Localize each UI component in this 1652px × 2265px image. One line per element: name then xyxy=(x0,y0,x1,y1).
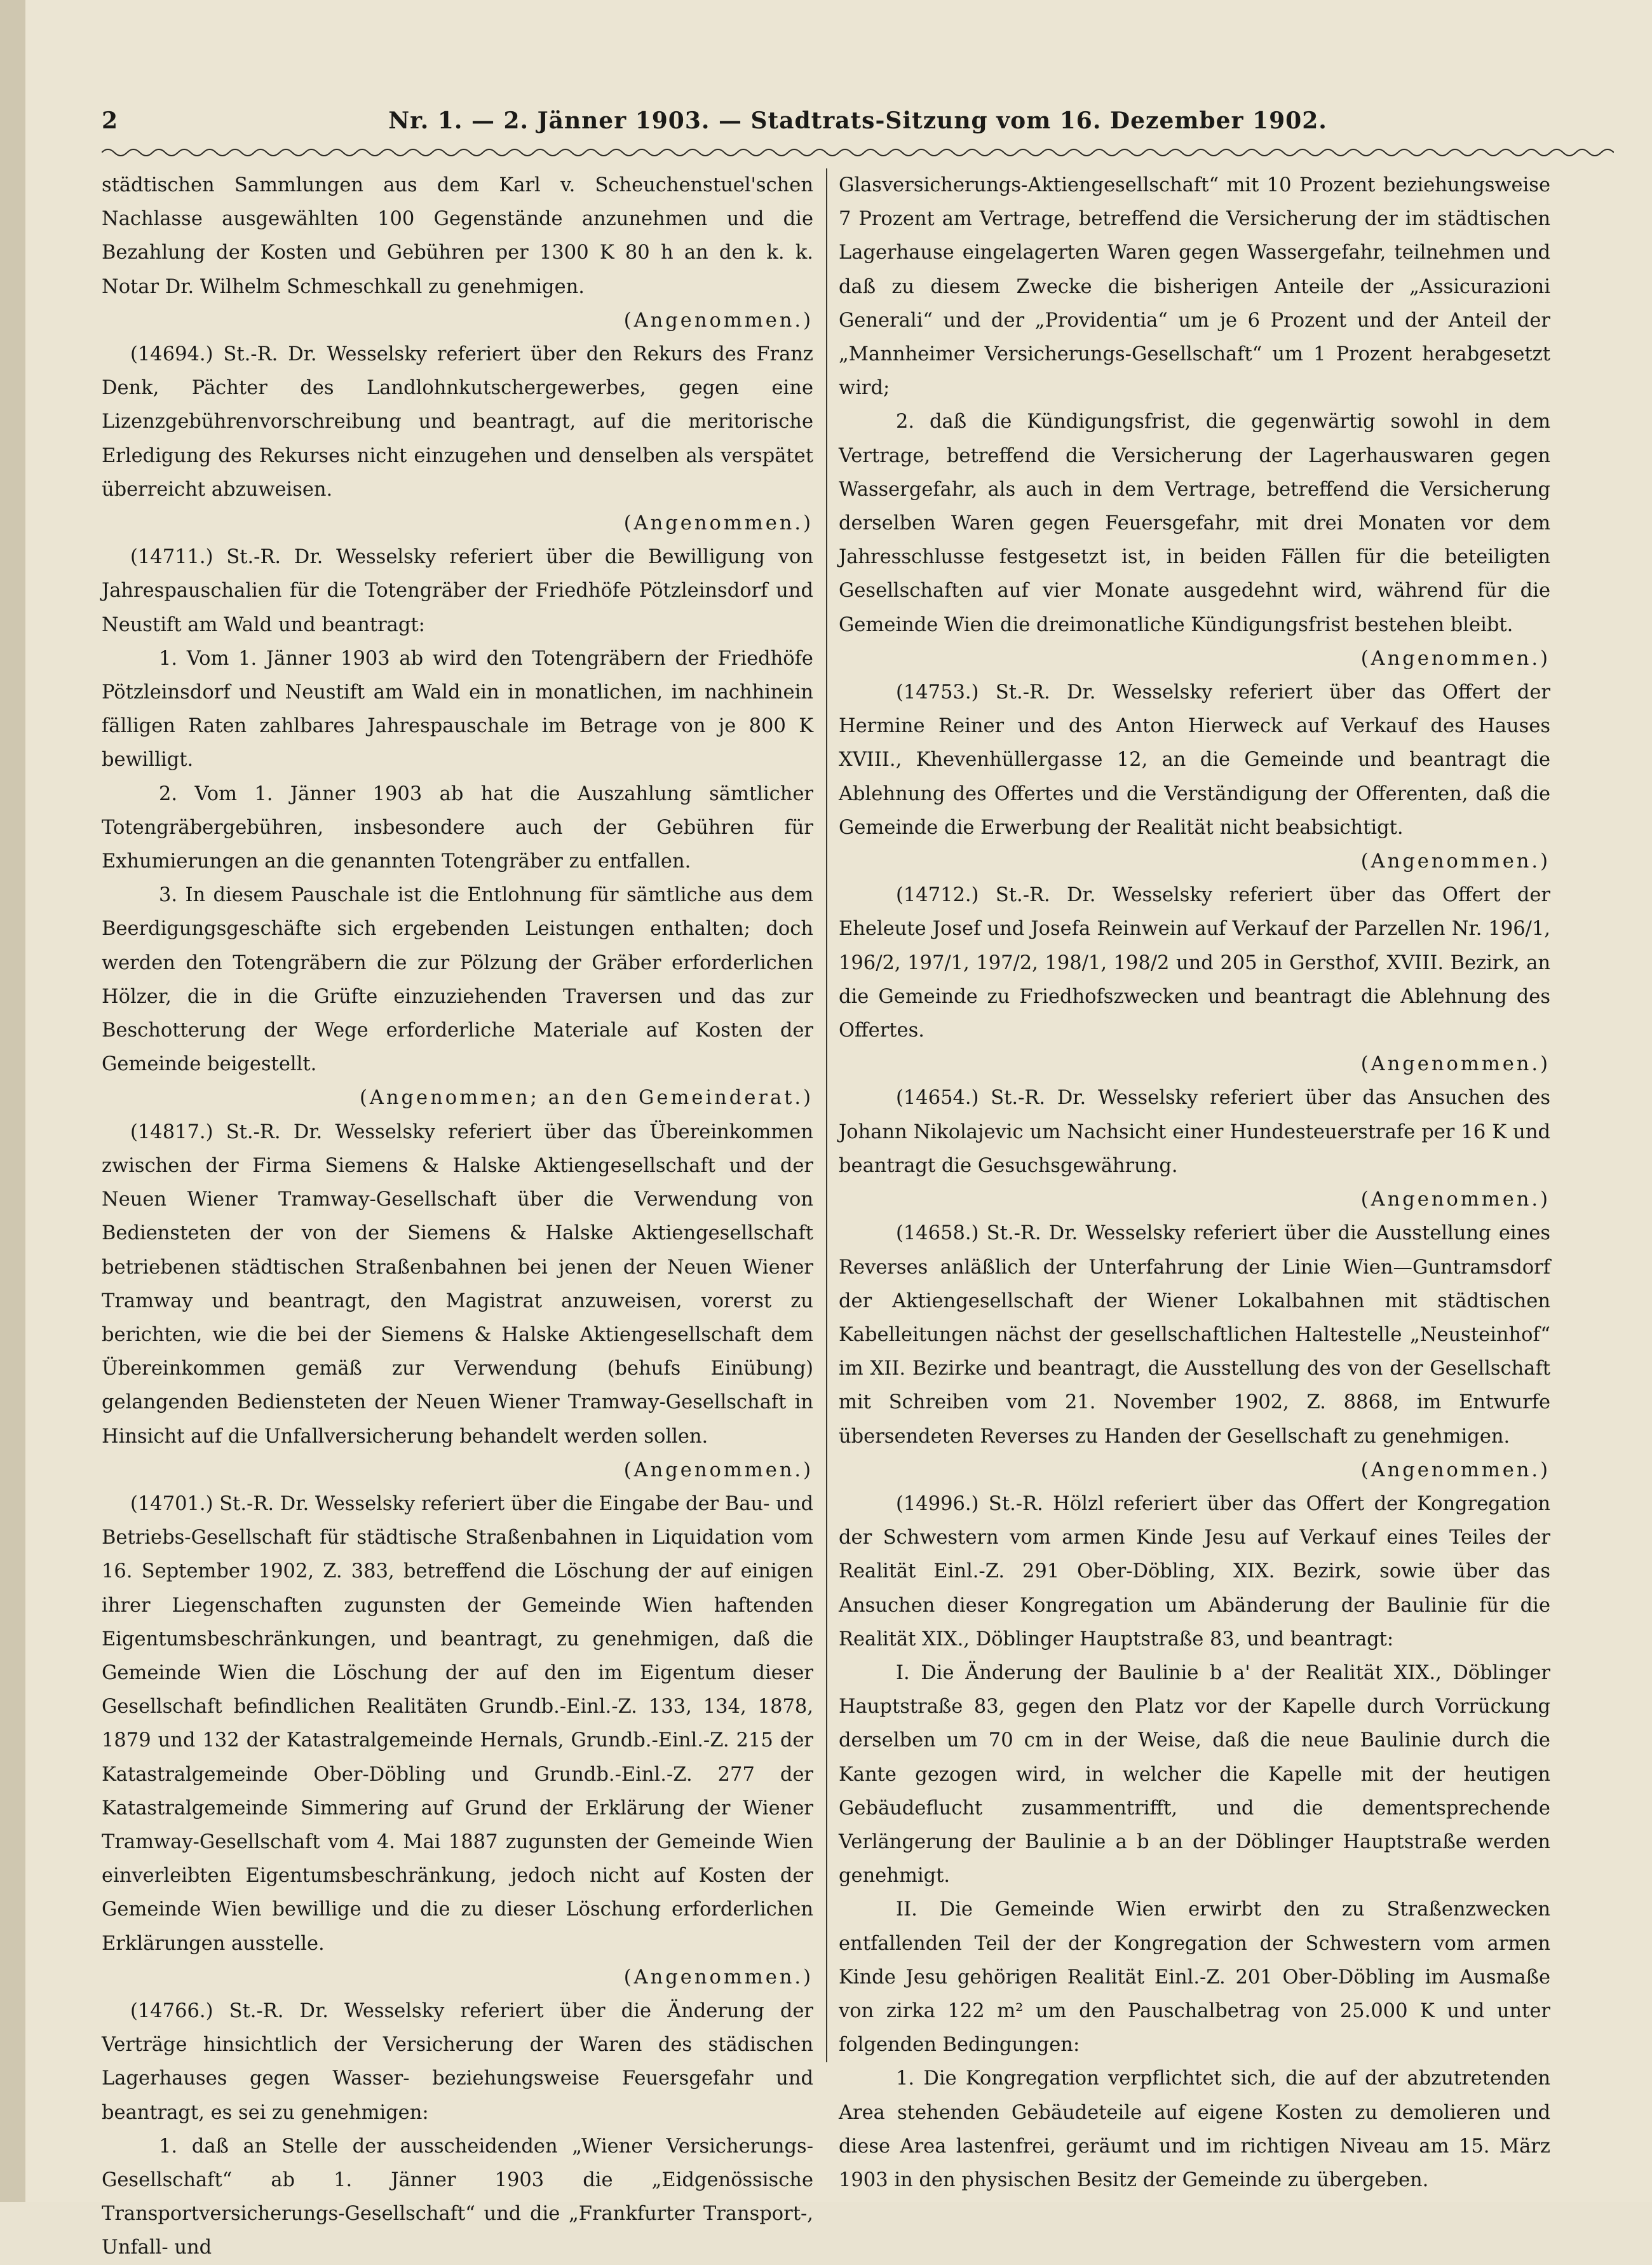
verdict: (Angenommen.) xyxy=(1360,1188,1550,1211)
verdict: (Angenommen.) xyxy=(623,309,813,332)
paragraph: (14658.) St.-R. Dr. Wesselsky referiert über die Ausstellung eines Reverses anläßlich der Unterfahrung der Linie Wien—Guntramsdorf der Aktiengesellschaft der Wiener Lokalbahnen mit städtischen Kabelleitungen nächst der gesellschaftlichen Haltestelle „Neusteinhof“ im XII. Bezirke und beantragt, die Ausstellung des von der Gesellschaft mit Schreiben vom 21. November 1902, Z. 8868, im Entwurfe übersendeten Reverses zu Handen der Gesellschaft zu genehmigen. xyxy=(839,1222,1550,1448)
verdict: (Angenommen.) xyxy=(623,1459,813,1481)
paragraph: (14654.) St.-R. Dr. Wesselsky referiert über das Ansuchen des Johann Nikolajevic um Nachsicht einer Hundesteuerstrafe per 16 K und beantragt die Gesuchsgewährung. xyxy=(839,1087,1550,1177)
paragraph: (14996.) St.-R. Hölzl referiert über das Offert der Kongregation der Schwestern vom armen Kinde Jesu auf Verkauf eines Teiles der Realität Einl.-Z. 291 Ober-Döbling, XIX. Bezirk, sowie über das Ansuchen dieser Kongregation um Abänderung der Baulinie für die Realität XIX., Döblinger Hauptstraße 83, und beantragt: xyxy=(839,1492,1550,1650)
verdict: (Angenommen.) xyxy=(623,512,813,535)
paragraph: 3. In diesem Pauschale ist die Entlohnung für sämtliche aus dem Beerdigungsgeschäfte sich ergebenden Leistungen enthalten; doch werden den Totengräbern die zur Pölzung der Gräber erforderlichen Hölzer, die in die Grüfte einzuziehenden Traversen und das zur Beschotterung der Wege erforderliche Materiale auf Kosten der Gemeinde beigestellt. xyxy=(102,884,813,1076)
paragraph: I. Die Änderung der Baulinie b a' der Realität XIX., Döblinger Hauptstraße 83, gegen den Platz vor der Kapelle durch Vorrückung derselben um 70 cm in der Weise, daß die neue Baulinie durch die Kante gezogen wird, in welcher die Kapelle mit der heutigen Gebäudeflucht zusammentrifft, und die dementsprechende Verlängerung der Baulinie a b an der Döblinger Hauptstraße werden genehmigt. xyxy=(839,1661,1550,1888)
page-number: 2 xyxy=(102,107,119,134)
verdict: (Angenommen.) xyxy=(1360,850,1550,873)
verdict: (Angenommen.) xyxy=(1360,1053,1550,1076)
paragraph: (14712.) St.-R. Dr. Wesselsky referiert über das Offert der Eheleute Josef und Josefa Reinwein auf Verkauf der Parzellen Nr. 196/1, 196/2, 197/1, 197/2, 198/1, 198/2 und 205 in Gersthof, XVIII. Bezirk, an die Gemeinde zu Friedhofszwecken und beantragt die Ablehnung des Offertes. xyxy=(839,884,1550,1042)
column-divider xyxy=(826,168,827,2062)
paragraph: 2. Vom 1. Jänner 1903 ab hat die Auszahlung sämtlicher Totengräbergebühren, insbesondere auch der Gebühren für Exhumierungen an die genannten Totengräber zu entfallen. xyxy=(102,782,813,873)
paragraph: 1. Die Kongregation verpflichtet sich, die auf der abzutretenden Area stehenden Gebäudeteile auf eigene Kosten zu demolieren und diese Area lastenfrei, geräumt und im richtigen Niveau am 15. März 1903 in den physischen Besitz der Gemeinde zu übergeben. xyxy=(839,2067,1550,2191)
verdict: (Angenommen.) xyxy=(623,1966,813,1989)
page-header xyxy=(102,95,1614,146)
verdict: (Angenommen; an den Gemeinderat.) xyxy=(359,1087,813,1110)
left-column xyxy=(102,168,813,2265)
paragraph: Glasversicherungs-Aktiengesellschaft“ mit 10 Prozent beziehungsweise 7 Prozent am Vertrage, betreffend die Versicherung der im städtischen Lagerhause eingelagerten Waren gegen Wassergefahr, teilnehmen und daß zu diesem Zwecke die bisherigen Anteile der „Assicurazioni Generali“ und der „Providentia“ um je 6 Prozent und der Anteil der „Mannheimer Versicherungs-Gesellschaft“ um 1 Prozent herabgesetzt wird; xyxy=(839,174,1550,400)
paragraph: (14817.) St.-R. Dr. Wesselsky referiert über das Übereinkommen zwischen der Firma Siemens & Halske Aktiengesellschaft und der Neuen Wiener Tramway-Gesellschaft über die Verwendung von Bediensteten der von der Siemens & Halske Aktiengesellschaft betriebenen städtischen Straßenbahnen bei jenen der Neuen Wiener Tramway und beantragt, den Magistrat anzuweisen, vorerst zu berichten, wie die bei der Siemens & Halske Aktiengesellschaft dem Übereinkommen gemäß zur Verwendung (behufs Einübung) gelangenden Bediensteten der Neuen Wiener Tramway-Gesellschaft in Hinsicht auf die Unfallversicherung behandelt werden sollen. xyxy=(102,1120,813,1448)
paragraph: städtischen Sammlungen aus dem Karl v. Scheuchenstuel'schen Nachlasse ausgewählten 100 Gegenstände anzunehmen und die Bezahlung der Kosten und Gebühren per 1300 K 80 h an den k. k. Notar Dr. Wilhelm Schmeschkall zu genehmigen. xyxy=(102,174,813,298)
paragraph: 2. daß die Kündigungsfrist, die gegenwärtig sowohl in dem Vertrage, betreffend die Versicherung der Lagerhauswaren gegen Wassergefahr, als auch in dem Vertrage, betreffend die Versicherung derselben Waren gegen Feuersgefahr, mit drei Monaten vor dem Jahresschlusse festgesetzt ist, in beiden Fällen für die beteiligten Gesellschaften auf vier Monate ausgedehnt wird, während für die Gemeinde Wien die dreimonatliche Kündigungsfrist bestehen bleibt. xyxy=(839,411,1550,636)
header-title: Nr. 1. — 2. Jänner 1903. — Stadtrats-Sitzung vom 16. Dezember 1902. xyxy=(388,107,1327,134)
header-wavy-rule xyxy=(102,143,1614,162)
right-column xyxy=(839,168,1550,2197)
paragraph: (14753.) St.-R. Dr. Wesselsky referiert über das Offert der Hermine Reiner und des Anton Hierweck auf Verkauf des Hauses XVIII., Khevenhüllergasse 12, an die Gemeinde und beantragt die Ablehnung des Offertes und die Verständigung der Offerenten, daß die Gemeinde die Erwerbung der Realität nicht beabsichtigt. xyxy=(839,681,1550,839)
paragraph: 1. daß an Stelle der ausscheidenden „Wiener Versicherungs-Gesellschaft“ ab 1. Jänner 1903 die „Eidgenössische Transportversicherungs-Gesellschaft“ und die „Frankfurter Transport-, Unfall- und xyxy=(102,2135,813,2259)
scan-edge xyxy=(0,0,25,2202)
paragraph: (14766.) St.-R. Dr. Wesselsky referiert über die Änderung der Verträge hinsichtlich der Versicherung der Waren des städischen Lagerhauses gegen Wasser- beziehungsweise Feuersgefahr und beantragt, es sei zu genehmigen: xyxy=(102,1999,813,2124)
verdict: (Angenommen.) xyxy=(1360,647,1550,670)
paragraph: 1. Vom 1. Jänner 1903 ab wird den Totengräbern der Friedhöfe Pötzleinsdorf und Neustift am Wald ein in monatlichen, im nachhinein fälligen Raten zahlbares Jahrespauschale im Betrage von je 800 K bewilligt. xyxy=(102,647,813,772)
paragraph: (14701.) St.-R. Dr. Wesselsky referiert über die Eingabe der Bau- und Betriebs-Gesellschaft für städtische Straßenbahnen in Liquidation vom 16. September 1902, Z. 383, betreffend die Löschung der auf einigen ihrer Liegenschaften zugunsten der Gemeinde Wien haftenden Eigentumsbeschränkungen, und beantragt, zu genehmigen, daß die Gemeinde Wien die Löschung der auf den im Eigentum dieser Gesellschaft befindlichen Realitäten Grundb.-Einl.-Z. 133, 134, 1878, 1879 und 132 der Katastralgemeinde Hernals, Grundb.-Einl.-Z. 215 der Katastralgemeinde Ober-Döbling und Grundb.-Einl.-Z. 277 der Katastralgemeinde Simmering auf Grund der Erklärung der Wiener Tramway-Gesellschaft vom 4. Mai 1887 zugunsten der Gemeinde Wien einverleibten Eigentumsbeschränkung, jedoch nicht auf Kosten der Gemeinde Wien bewillige und die zu dieser Löschung erforderlichen Erklärungen ausstelle. xyxy=(102,1492,813,1955)
paragraph: (14711.) St.-R. Dr. Wesselsky referiert über die Bewilligung von Jahrespauschalien für die Totengräber der Friedhöfe Pötzleinsdorf und Neustift am Wald und beantragt: xyxy=(102,546,813,636)
paragraph: (14694.) St.-R. Dr. Wesselsky referiert über den Rekurs des Franz Denk, Pächter des Landlohnkutschergewerbes, gegen eine Lizenzgebührenvorschreibung und beantragt, auf die meritorische Erledigung des Rekurses nicht einzugehen und denselben als verspätet überreicht abzuweisen. xyxy=(102,343,813,501)
verdict: (Angenommen.) xyxy=(1360,1459,1550,1481)
paragraph: II. Die Gemeinde Wien erwirbt den zu Straßenzwecken entfallenden Teil der der Kongregation der Schwestern vom armen Kinde Jesu gehörigen Realität Einl.-Z. 201 Ober-Döbling im Ausmaße von zirka 122 m² um den Pauschalbetrag von 25.000 K und unter folgenden Bedingungen: xyxy=(839,1898,1550,2057)
